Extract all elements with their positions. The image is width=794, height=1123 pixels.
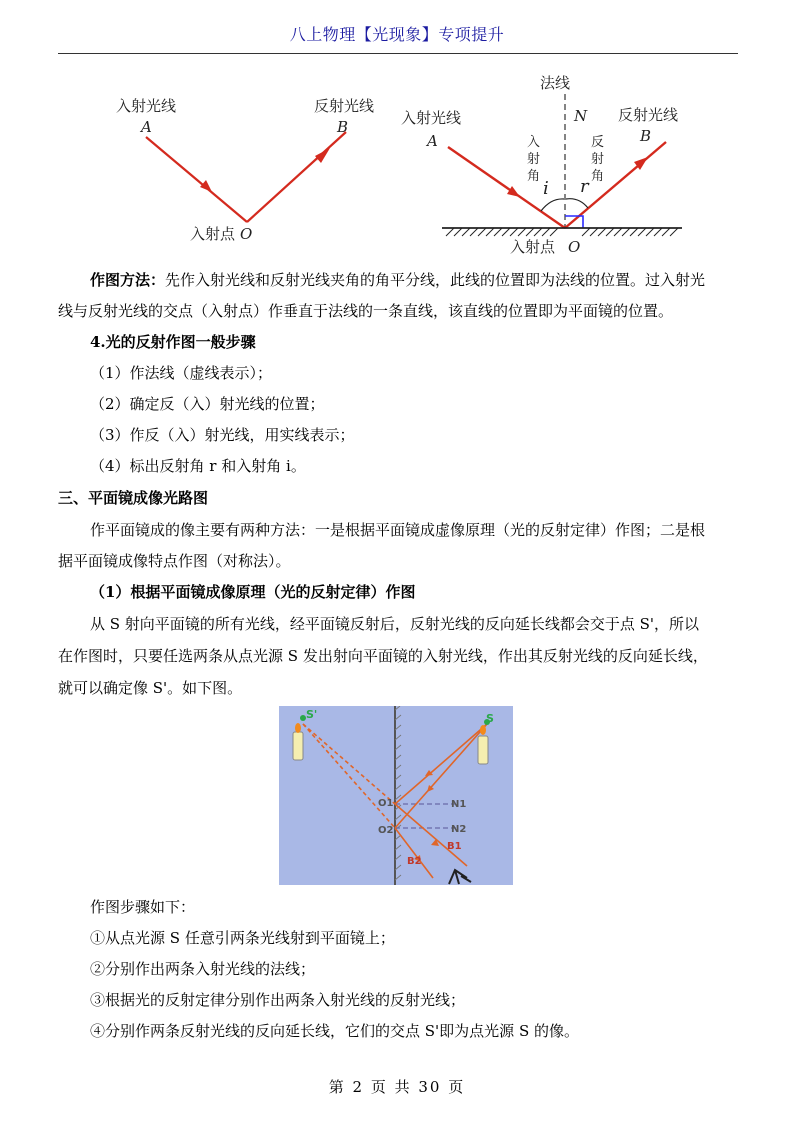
image-s-prime-label: S'	[306, 708, 318, 721]
normal-line-label: 法线	[540, 74, 571, 92]
point-a-label: A	[141, 118, 152, 136]
step-1: （1）作法线（虚线表示）；	[90, 364, 273, 382]
angle-incidence-char-2: 射	[527, 152, 541, 167]
paragraph-line-3: 就可以确定像 S'。如下图。	[58, 679, 243, 697]
paragraph-line-1: 从 S 射向平面镜的所有光线，经平面镜反射后，反射光线的反向延长线都会交于点 S'，所以	[90, 615, 699, 633]
page-header-title: 八上物理【光现象】专项提升	[289, 25, 505, 44]
reflection-diagram-basic	[108, 82, 380, 246]
angle-reflection-char-2: 射	[591, 152, 605, 167]
reflected-ray-label: 反射光线	[314, 97, 375, 115]
angle-reflection-char-3: 角	[591, 169, 605, 184]
point-o1-label: O1	[378, 798, 394, 809]
point-a-label: A	[427, 132, 438, 150]
reflected-ray-label: 反射光线	[618, 106, 679, 124]
section-3-title: 三、平面镜成像光路图	[58, 489, 209, 507]
page-number-footer: 第 2 页 共 30 页	[328, 1078, 466, 1096]
circled-step-1: ①从点光源 S 任意引两条光线射到平面镜上；	[90, 929, 395, 947]
intro-line-1: 作平面镜成的像主要有两种方法：一是根据平面镜成虚像原理（光的反射定律）作图；二是根	[90, 521, 706, 539]
ray-b2-label: B2	[407, 856, 422, 867]
step-3: （3）作反（入）射光线，用实线表示；	[90, 426, 355, 444]
step-2: （2）确定反（入）射光线的位置；	[90, 395, 325, 413]
ray-b1-label: B1	[447, 841, 462, 852]
angle-reflection-char-1: 反	[591, 135, 605, 150]
incidence-point-label: 入射点	[190, 225, 236, 243]
circled-step-3: ③根据光的反射定律分别作出两条入射光线的反射光线；	[90, 991, 466, 1009]
normal-n-label: N	[574, 107, 588, 125]
point-b-label: B	[640, 127, 652, 145]
point-o-label: O	[240, 225, 253, 243]
step-4: （4）标出反射角 r 和入射角 i。	[90, 457, 306, 475]
header-divider	[58, 53, 738, 54]
method-text-line1: 先作入射光线和反射光线夹角的角平分线，此线的位置即为法线的位置。过入射光	[165, 271, 706, 289]
section-4-title: 4.光的反射作图一般步骤	[90, 333, 256, 351]
method-paragraph	[90, 265, 740, 295]
circled-step-2: ②分别作出两条入射光线的法线；	[90, 960, 316, 978]
reflection-diagram-with-normal	[396, 66, 692, 258]
subsection-1-title: （1）根据平面镜成像原理（光的反射定律）作图	[90, 583, 416, 601]
intro-line-2: 据平面镜成像特点作图（对称法）。	[58, 552, 291, 570]
incidence-point-label: 入射点	[510, 238, 556, 256]
point-o-label: O	[568, 238, 581, 256]
normal-n1-label: N1	[451, 799, 467, 810]
plane-mirror-imaging-diagram	[279, 706, 513, 885]
incident-ray-label: 入射光线	[401, 109, 462, 127]
paragraph-line-2: 在作图时，只要任选两条从点光源 S 发出射向平面镜的入射光线，作出其反射光线的反向延长线，	[58, 647, 708, 665]
angle-incidence-char-3: 角	[527, 169, 541, 184]
normal-n2-label: N2	[451, 824, 467, 835]
angle-i-symbol: i	[543, 178, 549, 199]
circled-step-4: ④分别作两条反射光线的反向延长线，它们的交点 S'即为点光源 S 的像。	[90, 1022, 579, 1040]
angle-incidence-char-1: 入	[527, 135, 541, 150]
point-b-label: B	[337, 118, 349, 136]
method-text-line2: 线与反射光线的交点（入射点）作垂直于法线的一条直线，该直线的位置即为平面镜的位置。	[58, 302, 674, 320]
angle-r-symbol: r	[580, 176, 589, 197]
source-s-label: S	[486, 712, 494, 725]
steps-intro: 作图步骤如下：	[90, 898, 196, 916]
point-o2-label: O2	[378, 825, 394, 836]
incident-ray-label: 入射光线	[116, 97, 177, 115]
method-label: 作图方法：	[90, 271, 166, 289]
